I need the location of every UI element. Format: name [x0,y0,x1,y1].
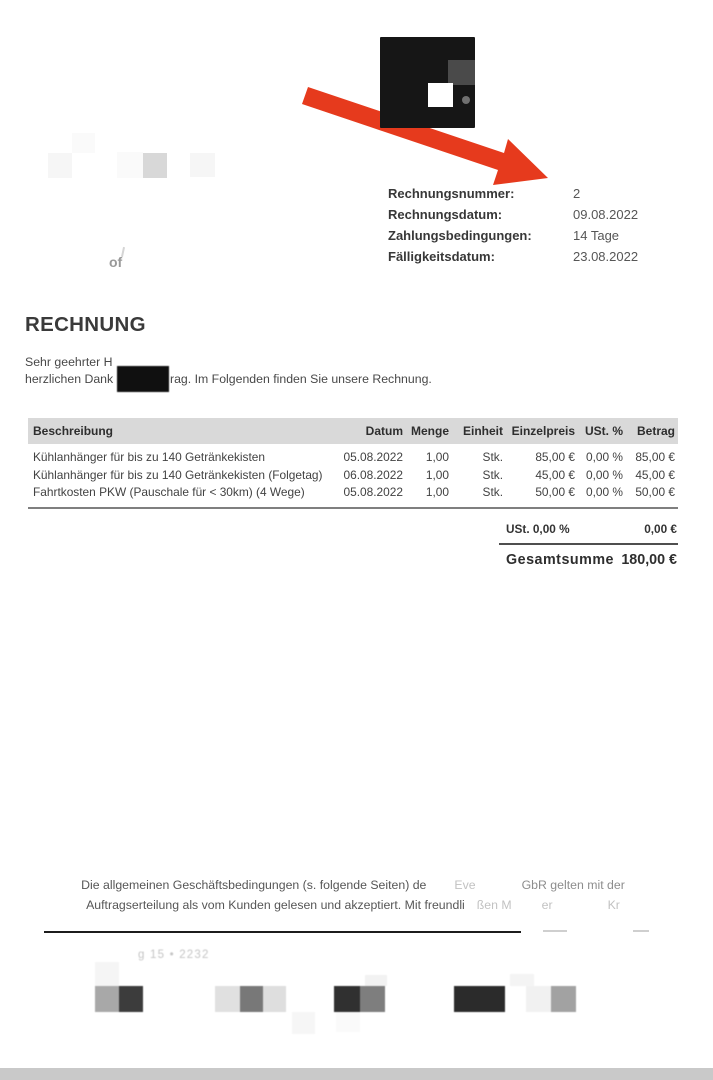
mosaic-block [336,1012,360,1032]
footer-segment: ßen M [476,897,512,912]
table-cell: 05.08.2022 [343,485,403,500]
meta-label: Rechnungsnummer: [388,186,515,201]
table-cell: 1,00 [425,450,449,464]
redaction-box [117,366,169,392]
redacted-address-block [143,153,167,178]
mosaic-block [365,975,387,986]
page-title: RECHNUNG [25,313,146,336]
table-cell: 0,00 % [585,485,623,500]
table-cell: 06.08.2022 [343,467,403,482]
table-cell: 45,00 € [635,467,675,482]
meta-value: 09.08.2022 [573,207,639,222]
footer-terms-line2 [28,896,678,916]
total-label: Gesamtsumme [506,552,615,568]
footer-segment: Auftragserteilung als vom Kunden gelesen und akzeptiert. Mit freundli [86,897,465,912]
table-cell: 85,00 € [635,450,675,464]
footer-segment: GbR gelten mit der [521,878,625,892]
meta-label: Rechnungsdatum: [388,207,503,222]
mosaic-block [215,986,240,1012]
table-cell: 1,00 [425,485,449,500]
table-row [28,444,678,466]
table-cell: 0,00 % [585,467,623,482]
mosaic-block [119,986,143,1012]
invoice-meta [388,187,638,263]
table-cell: Kühlanhänger für bis zu 140 Getränkekisten (Folgetag) [33,467,323,482]
mosaic-block [334,986,360,1012]
table-cell: 50,00 € [635,485,675,500]
address-fragment: of [109,254,123,270]
mosaic-block [454,986,505,1012]
mosaic-block [360,986,385,1012]
table-header-cell: Menge [406,418,452,444]
meta-value: 23.08.2022 [573,249,639,264]
table-header-cell: Einheit [452,418,506,444]
table-header-cell: USt. % [578,418,626,444]
table-header-cell: Datum [338,418,406,444]
table-cell: Stk. [482,485,503,500]
greeting-line: rag. Im Folgenden finden Sie unsere Rechnung. [170,372,432,386]
table-cell: 85,00 € [535,450,575,464]
meta-value: 14 Tage [573,228,620,243]
mosaic-block [95,962,119,986]
table-row [28,483,678,501]
greeting-line: herzlichen Dank [25,372,114,386]
vat-row [499,520,678,543]
redacted-address-block [72,133,95,153]
table-cell: Kühlanhänger für bis zu 140 Getränkekisten [33,450,266,464]
table-cell: 05.08.2022 [343,450,403,464]
table-cell: Fahrtkosten PKW (Pauschale für < 30km) (4 Wege) [33,485,305,500]
table-header-cell: Beschreibung [28,418,338,444]
table-bottom-rule [28,507,678,509]
footer-segment: er [541,897,553,912]
company-logo [380,37,475,128]
table-cell: 0,00 % [585,450,623,464]
mosaic-block [263,986,286,1012]
vat-label: USt. 0,00 % [506,522,570,536]
meta-label: Zahlungsbedingungen: [388,228,532,243]
footer-segment: Die allgemeinen Geschäftsbedingungen (s. folgende Seiten) de [81,878,427,892]
signature-line [44,931,521,933]
table-cell: 45,00 € [535,467,575,482]
page-bottom-bar [0,1068,713,1080]
table-header-row [28,418,678,444]
table-cell: Stk. [482,467,503,482]
redacted-address-block [117,152,143,178]
total-value: 180,00 € [621,552,677,568]
redacted-address-block [48,153,72,178]
greeting-line: Sehr geehrter H [25,355,113,369]
table-header-cell: Einzelpreis [506,418,578,444]
footer-segment: Kr [607,897,620,912]
totals [499,520,678,568]
vat-value: 0,00 € [644,522,677,536]
line-items-table [28,418,678,501]
table-row [28,466,678,484]
table-header-cell: Betrag [626,418,678,444]
meta-label: Fälligkeitsdatum: [388,249,495,264]
total-row [499,545,678,568]
meta-value: 2 [573,186,581,201]
mosaic-block [240,986,263,1012]
footer-address-fragment: g 15 • 2232 [138,949,210,961]
table-cell: 1,00 [425,467,449,482]
redacted-address-block [190,153,215,177]
mosaic-block [292,1012,315,1034]
mosaic-block [95,986,119,1012]
footer-segment: Eve [454,878,476,892]
mosaic-block [551,986,576,1012]
mosaic-block [510,974,534,986]
table-cell: 50,00 € [535,485,575,500]
mosaic-block [526,986,551,1012]
signature-remnant [633,930,649,932]
signature-remnant [543,930,567,932]
footer-terms-line1 [28,876,678,896]
footer-terms [28,876,678,915]
table-cell: Stk. [482,450,503,464]
